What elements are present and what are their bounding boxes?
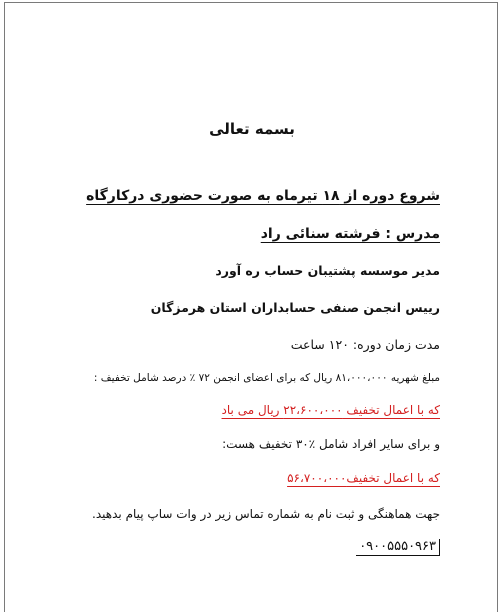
member-discount-price: که با اعمال تخفیف ۲۲،۶۰۰،۰۰۰ ریال می باد xyxy=(221,403,440,417)
instructor-role-2: رییس انجمن صنفی حسابداران استان هرمزگان xyxy=(150,300,440,315)
course-duration: مدت زمان دوره: ۱۲۰ ساعت xyxy=(290,337,440,352)
others-discount: و برای سایر افراد شامل ٪۳۰ تخفیف هست: xyxy=(222,437,440,451)
header-basmala: بسمه تعالی xyxy=(209,120,295,138)
instructor-role-1: مدیر موسسه پشتیبان حساب ره آورد xyxy=(215,263,440,278)
others-discount-price: که با اعمال تخفیف۵۶،۷۰۰،۰۰۰ xyxy=(287,471,440,485)
tuition-fee: مبلغ شهریه ۸۱،۰۰۰،۰۰۰ ریال که برای اعضای انجمن ۷۲ ٪ درصد شامل تخفیف : xyxy=(93,372,440,384)
course-start-title: شروع دوره از ۱۸ تیرماه به صورت حضوری درکارگاه xyxy=(86,188,440,204)
instructor-line: مدرس : فرشته سنائی راد xyxy=(260,226,440,242)
contact-instruction: جهت هماهنگی و ثبت نام به شماره تماس زیر در وات ساپ پیام بدهید. xyxy=(92,507,440,521)
phone-number: ۰۹۰۰۵۵۵۰۹۶۳ xyxy=(356,539,440,556)
